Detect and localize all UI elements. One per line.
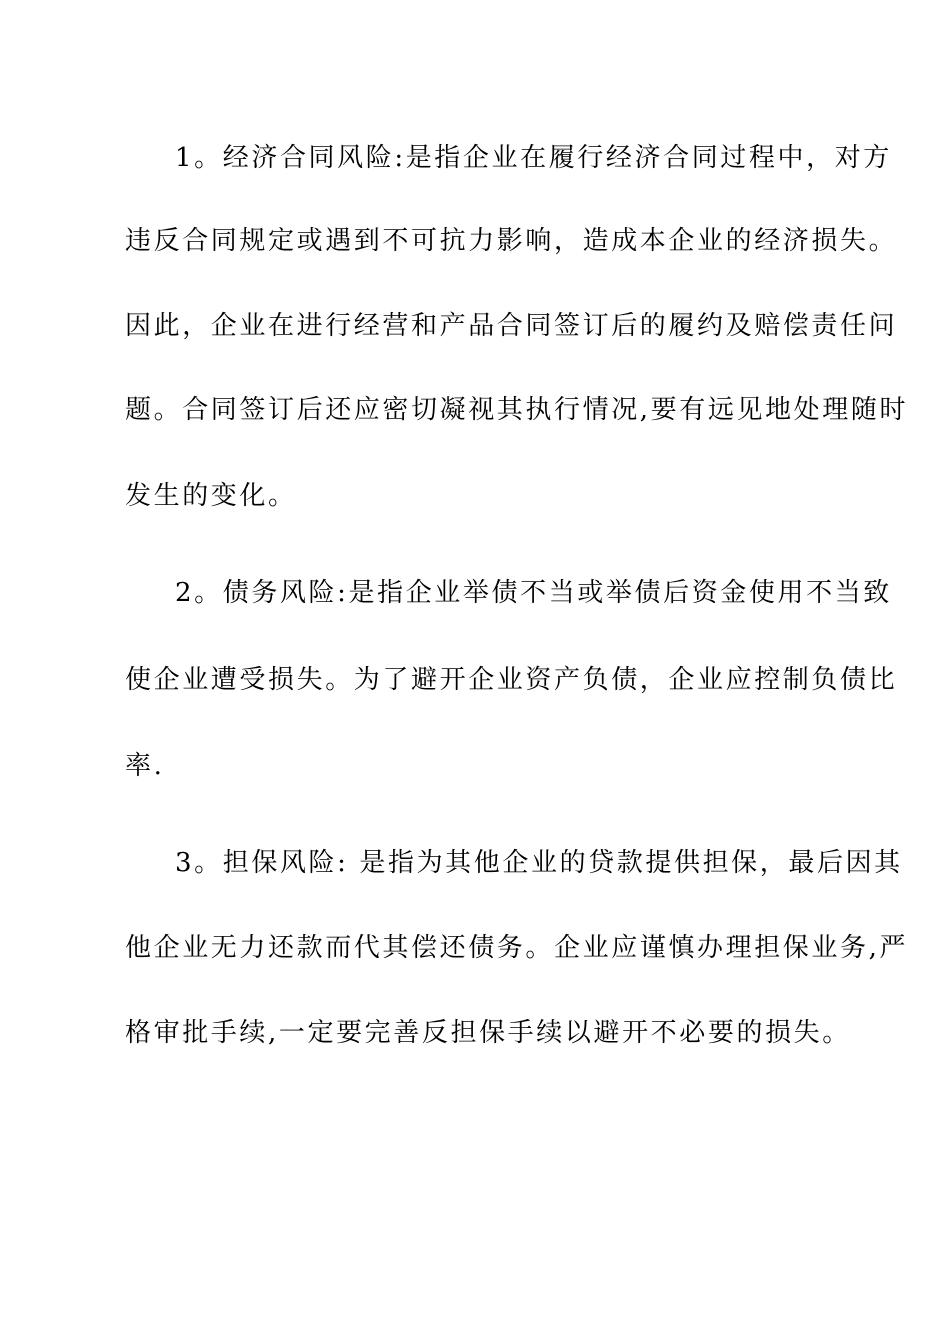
paragraph-1-line-3: 因此，企业在进行经营和产品合同签订后的履约及赔偿责任问 bbox=[125, 311, 898, 341]
paragraph-1-line-2: 违反合同规定或遇到不可抗力影响，造成本企业的经济损失。 bbox=[125, 226, 898, 256]
paragraph-1-line-1: 1。经济合同风险:是指企业在履行经济合同过程中，对方 bbox=[175, 143, 892, 173]
paragraph-3-line-1: 3。担保风险: 是指为其他企业的贷款提供担保，最后因其 bbox=[175, 848, 903, 878]
paragraph-2-line-1: 2。债务风险:是指企业举债不当或举债后资金使用不当致 bbox=[175, 578, 892, 608]
paragraph-3-line-3: 格审批手续,一定要完善反担保手续以避开不必要的损失。 bbox=[125, 1018, 851, 1048]
paragraph-2-line-3: 率. bbox=[125, 751, 165, 781]
paragraph-3-line-2: 他企业无力还款而代其偿还债务。企业应谨慎办理担保业务,严 bbox=[125, 933, 909, 963]
paragraph-2-line-2: 使企业遭受损失。为了避开企业资产负债，企业应控制负债比 bbox=[125, 665, 898, 695]
paragraph-1-line-5: 发生的变化。 bbox=[125, 481, 297, 511]
paragraph-1-line-4: 题。合同签订后还应密切凝视其执行情况,要有远见地处理随时 bbox=[125, 395, 909, 425]
